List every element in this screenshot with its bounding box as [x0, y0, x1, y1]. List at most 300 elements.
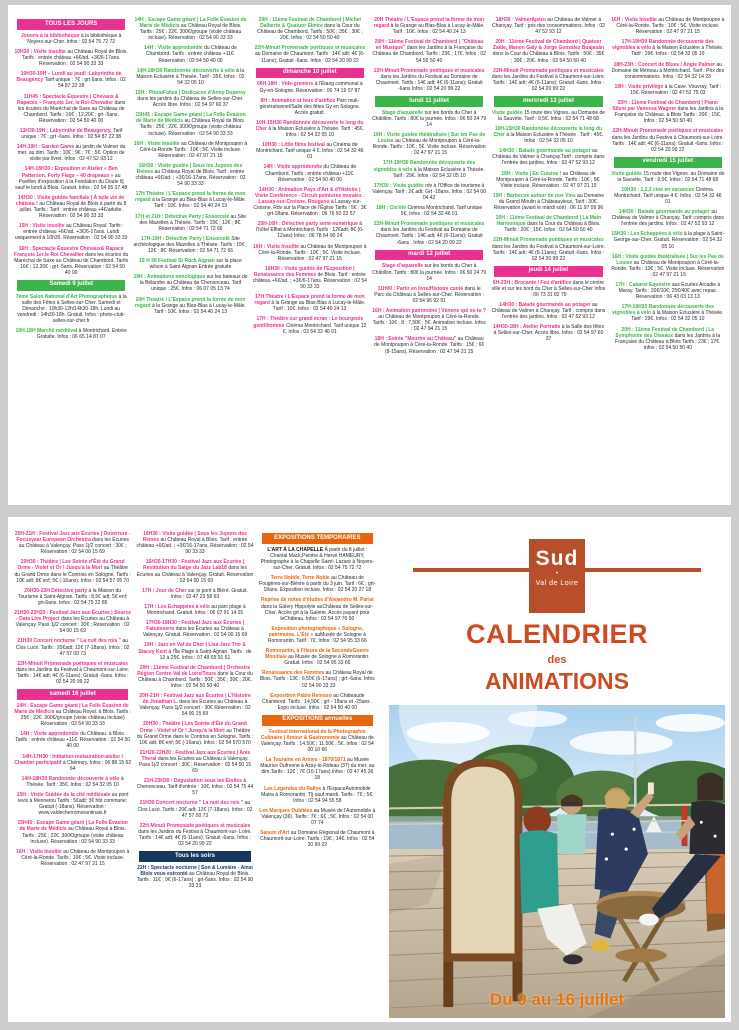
event-title: 20H : 11ème Festival de Chambord | Piano Silent par Vanessa Wagner [612, 100, 718, 113]
event-details: au Château de Montpoupon à Céré-la-Ronde. Tarifs : 10€ ; 5€. Visite incluse. Réservation : 02 47 97 21 15 [372, 138, 486, 157]
event-entry [253, 81, 367, 93]
event-title: 17H Théatre / L'Espace prend la forme de mon regard [254, 294, 365, 307]
event-title: 14H : Visite approdondie [263, 164, 324, 171]
event-details: à l'Île Plage à Saint-Agnan. Tarifs : de 12 à 25€. Infos : 07 49 65 91 51 [159, 648, 252, 661]
event-title: 14H : Escape Game géant | La Folle Évasion de Marie de Médicis [134, 17, 247, 30]
event-column [491, 17, 605, 346]
day-header: Samedi 9 juillet [17, 280, 125, 291]
event-details: dans la Cour du Château à Chambord. Tarifs : 50€ ; 35€ ; 30€ ; 20€. Infos : 02 54 50 50 40 [138, 670, 253, 689]
event-title: 22H-Minuit Promenade poétiques et musicales [17, 660, 128, 667]
event-entry [14, 49, 128, 67]
event-title: 19H : Barbecue autour de nos Vins [492, 192, 578, 199]
event-details: au parc plage à Montrichand. Gratuit. Infos : 06 07 91 14 15 [146, 603, 246, 617]
day-header: mercredi 13 juillet [494, 96, 602, 107]
event-entry [611, 209, 725, 227]
event-title: 17H-19H30 Randonnée découverte des vignobles à vélo [373, 160, 476, 173]
event-entry [253, 45, 367, 63]
event-details: au Château de Valençay. Tarifs : 14.50€ ; 11.50€ ; 5€. Infos : 02 54 00 10 66 [260, 734, 374, 754]
event-title: 16H : Visite guidée théâtralisée | Sur les Pas de Louise [373, 132, 486, 145]
event-title: 20H : 11ème Festival de Chambord | Quatuor Zaïde, Manon Galy & Jorge González Buajasán [492, 39, 605, 52]
event-details: dans les Jardins du Festival à Chaumont-sur-Loire. Tarifs : 14€ adt; 4€ (6-11ans); Gratuit -6ans. Infos : 02 54 20 99 22 [491, 243, 606, 262]
poster-header [387, 517, 727, 705]
event-entry [372, 68, 486, 92]
event-title: 14H30 : Animation Pays d'Art & d'Histoire | Visite Conférence - Circuit peintures murales : Lassay-sur-Croisne, Rougeou [254, 186, 365, 205]
event-title: 17H30 : Visite guidée [373, 182, 426, 189]
event-details: dans les Écuries au Château à Valençay. Pass 1j/2 concert : 30€ ; Réservation : 02 54 00 15 69 [138, 755, 252, 775]
event-title: 16H30 : Visite guidée de l'Exposition | Renaissance des Femmes [253, 265, 355, 278]
event-title: 22H-Minuit Promenade poétiques et musicales [493, 237, 604, 244]
event-title: 19H : Visite privilège [614, 83, 665, 90]
event-details: du Château de Chambord. Tarifs : entrée château +11€. Réservation : 02 54 50 40 00 [265, 164, 357, 183]
event-details: à la Grange au Blas-Blas à Lucay-le-Mâle. Tarif : 10€. Infos : 02 54 40 24 13 [390, 23, 485, 36]
event-entry [253, 316, 367, 334]
event-entry [253, 98, 367, 116]
event-details: au Château Royal de Blois. Tarifs : 25€ ; 22€. 300€/groupe (visite château incluse). Réservation : 02 54 90 33 33 [139, 23, 242, 42]
event-entry [491, 237, 605, 261]
event-title: 22H-Minuit Promenade poétiques et musicales [254, 45, 366, 52]
event-column [136, 531, 253, 893]
event-title: Reprise de notes d'études d'Alejandro M. Parisi [260, 597, 374, 604]
event-title: 20H : 11ème Festival de Chambord | "Château en Musique" [374, 39, 484, 52]
event-entry [491, 302, 605, 320]
event-entry [14, 71, 128, 89]
event-entry [611, 254, 725, 278]
event-title: 10H-18H Marché médiéval [15, 328, 79, 335]
event-details: à la Salle des fêtes à Selles-sur-Cher. Accès libre. Infos : 02 54 97 60 37 [493, 324, 604, 343]
event-details: dans les Jardins à la Française du Château de Chambord. Tarifs : 23€ ; 17€. Infos : 02 54 50 50 40 [372, 45, 486, 64]
event-entry [611, 187, 725, 205]
event-entry [372, 39, 486, 63]
event-entry [136, 865, 253, 889]
event-entry [14, 144, 128, 162]
event-entry [259, 808, 376, 826]
event-title: 20H Théatre / L'Espace prend la forme de mon regard [135, 296, 246, 309]
event-details: dans les Jardins du Festival à Chaumont-sur-Loire. Tarifs : 14€ adt; 4€ (6-11ans); Gratuit -6ans. Infos : 02 54 20 99 22 [16, 666, 130, 685]
event-entry [611, 84, 725, 96]
event-title: 21H20-22H20 : Festival Jazz aux Écuries | Anis Therai [139, 749, 251, 762]
event-details: au jardin de Valmer du mer. au dim. Tarifs : 10€ ; 9€ ; 7€ ; 5€. Option de visite par livret. Infos : 02 47 52 93 12 [17, 144, 126, 163]
event-details: au Domaine du Grand Moulin à Châteauvieux. Tarif : 30€. Réservation (avant le mardi soir) : 06 11 97 09 96 [493, 192, 605, 212]
poster-photo [389, 705, 725, 1018]
event-entry [259, 547, 376, 571]
event-details: dans les Écuries au Château à Valençay. Gratuit. Réservation : 02 54 00 15 69 [142, 626, 248, 639]
event-details: au Château de Montpoupon à Céré-la-Ronde. Tarifs : 10€ ; 5€. Visite incluse. Réservation : 02 47 97 21 15 [496, 170, 601, 189]
event-details: à la Maison Eclusière à Thésée. Tarif : 29€. Infos : 02 54 32 05 10 [631, 310, 724, 323]
event-title: 17H : Les Echappées à vélo [144, 603, 212, 610]
event-title: 16H30 : Visite guidée | Sous les Jupons des Reines [142, 531, 247, 544]
event-title: 18H : Cin'été [376, 205, 408, 212]
event-title: 14H-17H30 : Initiation-restauration-atelier / Chantier participatif [14, 753, 123, 766]
event-title: 22H-Minuit Promenade poétiques et musicales [373, 67, 485, 74]
event-title: 16H : Animation patrimoine | Vènerie qui es-tu ? [372, 307, 487, 314]
event-details: au Château de Valmer à Chançay. Tarif : prix des consommations. Infos : 02 47 52 93 12 [492, 17, 605, 36]
event-entry [14, 610, 131, 634]
event-details: 15 route des Vignes. au Domaine de la Sauvète. Tarif : 9,5€. Infos : 02 54 71 48 68 [498, 109, 606, 122]
event-title: 16H : Visite Insolite [16, 848, 64, 855]
event-title: 15H : Visite insolite [18, 223, 67, 230]
event-details: au Château de Montpoupon à Céré-la-Ronde. Tarifs : 15€ ; 6€ (8-15ans). Réservation : 02 47 94 21 15 [374, 336, 485, 355]
event-details: au Château Royal de Blois. Tarifs : 11€ ; 9€ (6-17ans) ; grt-6ans. Infos : 02 54 90 33 33 [136, 871, 254, 890]
event-entry [133, 90, 247, 108]
event-entry [372, 205, 486, 217]
event-title: 7ème Salon National d'Art Photographique [15, 293, 119, 300]
event-details: dans les Jardins du Festival au Domaine de Chaumont. Tarifs : 14€ adt; 4€ (6-11ans); Gratuit -6ans Infos : 02 54 20 99 22 [375, 73, 483, 92]
event-details: dans les écuries du Maréchal de Saxe au Château de Chambord. Tarifs : 16€ ; 12,20€ ; grt -5ans. Réservation : 02 54 50 40 00 [14, 251, 129, 276]
event-details: à la salle des Fêtes à Selles-sur-Cher. Samedi et Dimanche : 10h30-12h/14h30-18h. Lundi au vendredi : 14h30-18h. Gratuit. Infos : photo-club-selles-sur-cher.fr [17, 293, 127, 325]
event-details: à Chenonceau. Tarif d'entrée : 10€. Infos : 02 54 75 44 57 [136, 778, 254, 797]
event-entry [491, 110, 605, 122]
event-details: Cinéma Montrichard. Tarif unique 12 €. Infos : 02 54 32 46 01 [282, 322, 367, 335]
event-title: 17H-19H : Détective Party | Ensorcelé [141, 235, 232, 242]
event-details: au Château de Montpoupon à Céré-la-Ronde. Tarifs : 10€ ; 5€. Visite incluse. Réservation : 02 47 97 21 15 [616, 17, 725, 36]
event-details: de Blois. Tarif : entrée château +6€/ad. ; +3€/6-17ans. Réservation : 02 54 90 33 33 [252, 271, 367, 291]
event-entry [136, 604, 253, 616]
event-entry [611, 282, 725, 300]
event-details: du Château de Chambord. Tarifs : entrée château +11€. Réservation : 02 54 50 40 00 [145, 45, 237, 64]
event-entry [372, 110, 486, 128]
event-entry [259, 757, 376, 781]
event-details: à Thésée. Tarif : 35€. Infos : 02 54 32 05 10 [26, 775, 124, 788]
event-details: dans les Jardins du Festival à Chaumont-sur-Loire. Tarifs : 14€ adt; 4€ (6-11ans); Gratuit -6ans. Infos : 02 54 20 99 22 [491, 73, 606, 92]
event-entry [259, 693, 376, 711]
event-title: 17H-19H30 Randonnée découverte des vignobles à vélo [612, 39, 714, 52]
event-details: sur le pont à Bléré. Gratuit. Infos : 02 47 23 58 63 [170, 587, 248, 600]
event-entry [253, 294, 367, 312]
event-entry [14, 223, 128, 241]
event-entry [253, 120, 367, 138]
event-title: 20H Théatre / L'Espace prend la forme de mon regard [373, 17, 485, 30]
event-entry [491, 215, 605, 233]
event-details: sur les bateaux de la Bélandre au Château de Chenonceau. Tarif unique : 25€. Infos : 06 07 05 13 74 [139, 274, 248, 293]
event-details: à la Maison Eclusière à Thésée. Tarif : 29€. Infos : 02 54 32 05 10 [631, 45, 724, 58]
event-details: au Château Royal. Tarifs : entrée château +6€/ad. +3€/6-17ans. Lundi uniquement à 10h30. Réservation : 02 54 90 33 33 [14, 223, 128, 242]
event-details: au Château Royal de Blois. Tarifs : 13€ ; 6,50€ (6-17ans) ; grt -6ans. Infos : 02 54 90 33 33 [259, 670, 375, 689]
event-details: au Château de Valmer à Chançay. Tarif : compris dans l'entrée des jardins. Infos : 02 47 52 93 12 [491, 301, 606, 321]
event-details: aux Ecuries Arcadie à Maray. Tarifs : 20€/10€; 25€/40€ avec repas. Réservation : 06 43 03 13 13 [618, 281, 721, 301]
event-column [133, 17, 247, 319]
event-title: 14H-19H : Garden Game [16, 144, 76, 151]
event-details: au Château de Fougères-sur-Bièvre à partir du 3 juin. Tarif : 6€ ; grt-18ans. Exposition incluse. Infos : 02 54 20 27 18 [259, 575, 376, 594]
page-2-columns [14, 531, 376, 893]
event-details: à Chémery. Infos : 06 88 15 62 64 [62, 759, 132, 772]
event-entry [372, 336, 486, 354]
event-entry [491, 171, 605, 189]
event-details: au Clos Lucé. Tarifs : 20€ adt; 12€ (7-18ans). Infos : 02 47 57 00 73 [137, 800, 253, 819]
event-title: 15H : PhotoFolies | Dédicaces d'Anny Duperey [135, 89, 246, 96]
event-title: 16H : Spectacle Équestre Chevaux& Rapace François 1er,le Roi Chevallier [14, 245, 124, 258]
event-entry [14, 820, 131, 844]
event-details: dans la Cour du Château de Chambord. Tarifs : 50€ ; 35€ ; 30€ ; 20€. Infos : 02 54 50 50 40 [257, 23, 363, 42]
event-entry [611, 304, 725, 322]
page-2 [8, 517, 731, 1022]
event-title: 21H-23H30 : Dégustation sous les Étoiles [143, 778, 244, 785]
event-entry [491, 17, 605, 35]
event-entry [136, 750, 253, 774]
event-details: à la Cave. Vouvray. Tarif : 15€. Réservation : 02 47 52 75 03 [630, 83, 722, 96]
event-title: 16H30-17H30 : Festival Jazz aux Écuries | Restitution du Satge du Jazz Lab18 [143, 559, 245, 572]
event-entry [133, 141, 247, 159]
event-details: au Château de Montpoupon à Céré-la-Ronde. Tarifs : 10€ ; 5€. Visite incluse. Réservation : 02 47 97 21 15 [21, 848, 130, 867]
event-entry [136, 559, 253, 583]
event-title: Jouons à la bibliothèque [20, 32, 81, 39]
event-details: au Musée de Sologne à Romorantin. Gratuit. Infos : 02 54 95 33 66 [284, 654, 370, 667]
event-entry [253, 266, 367, 290]
day-header: mardi 12 juillet [375, 250, 483, 261]
event-entry [14, 754, 131, 772]
event-entry [14, 166, 128, 190]
event-title: 10H-15H30 Randonnée découverte le long du Cher [493, 126, 603, 139]
event-entry [14, 246, 128, 276]
event-title: 15H30 : Les Echappées à vélo [611, 231, 684, 238]
event-entry [14, 792, 131, 816]
event-entry [491, 39, 605, 63]
event-entry [372, 160, 486, 178]
event-details: dans les Jardins du Festiva à Chaumont-sur- Loire. Tarifs : 14€ adt; 4€ (6-11ans); Gratuit -6ans. Infos : 02 54 20 99 22 [138, 828, 252, 848]
event-entry [611, 100, 725, 124]
event-entry [372, 308, 486, 332]
event-entry [14, 294, 128, 324]
event-details: Tarif unique : 7€ ; grt -6ans. Infos : 02 54 87 22 38 [21, 128, 123, 141]
event-details: au Château Royal à Blois. Tarifs : 25€ ; 22€. 300€/groupe (visite château incluse). Réservation : 02 54 90 33 33 [21, 826, 126, 845]
event-entry [611, 171, 725, 183]
event-title: 16H : Visite | En Cuisine ! [501, 170, 563, 177]
day-header: jeudi 14 juillet [494, 266, 602, 277]
event-title: 16H30 : Visite guidée | Sous les Jupons des Reines [136, 162, 243, 175]
event-details: dans le centre ville et sur les bord du Cher à Selles-sur-Cher Infos : 06 73 31 82 79 [491, 279, 606, 298]
event-details: au Château de Montpoupon à Céré-la-Ronde. Tarifs : 10€ ; 5€. Visite incluse. Réservation : 02 47 97 21 15 [258, 243, 367, 262]
event-details: dans les écuries du Maréchal de Saxe au Château de Chambord. Tarifs : 16€ ; 12,20€ ; grt -5ans. Réservation : 02 54 50 40 00 [17, 99, 126, 124]
event-entry [259, 729, 376, 753]
event-details: rdv à l'Office de tourisme à Valençay. Tarif : 2€ adt; Grt -18ans. Infos : 02 54 00 04 42 [372, 182, 486, 201]
event-details: à la Maison Eclusière à Thésée. Tarif : 45€. Infos : 02 54 32 05 10 [268, 126, 365, 139]
day-header: samedi 16 juillet [17, 689, 128, 700]
event-title: 20H : 11ème Festival de Chambord | La Symphonie des Oiseaux [615, 326, 715, 339]
event-title: 14H-18H30 : Exposition et Atelier « Ben Patterson, Forty Flags – 40 drapeaux » [21, 166, 118, 179]
event-entry [136, 642, 253, 660]
day-header: EXPOSITIONS annuelles [262, 715, 373, 726]
event-title: Stage d'aquarelle [381, 263, 425, 270]
event-details: à la Maison Eclusière à Thésée. Tarif : 35€. Infos : 02 54 32 05 10 [136, 67, 245, 86]
poster-title-des: des [547, 654, 567, 666]
page-1 [8, 5, 731, 505]
event-entry [253, 17, 367, 41]
event-title: 20H : 11ème Festival de Chambord | Orchestre Région Centre-Val de Loire/Tours [137, 664, 251, 677]
event-entry [14, 731, 131, 749]
event-entry [372, 286, 486, 304]
event-details: à la Grange au Blas-Blas à Lucay-le-Mâle. Tarif : 10€. Infos : 02 54 40 24 13 [271, 300, 366, 313]
event-entry [14, 588, 131, 606]
event-title: 10H30-19H – Lundi au jeudi :Labyrinthe de Beaugency [16, 71, 122, 84]
event-entry [14, 776, 131, 788]
event-entry [611, 17, 725, 35]
event-details: au Théâtre du Grand Orme dans le Controis en Sologne. Tarifs : 10€ adt; 8€ enf; 5€ (-16ans). Infos : 02 54 570 570 [136, 727, 254, 746]
event-details: À partir du 8 juillet : Chantal Mack,Peintre & Hervé HAMEURY, Photographe à la Chapelle Saint- Lazare à Noyers-sur-Cher. Gratuit. Infos : 02 54 75 72 72 [260, 546, 375, 572]
event-title: 17H : Théâtre sur grand écran : Le bourgeois gentilhomme [253, 316, 364, 329]
event-entry [14, 328, 128, 340]
event-details: à la Maison du Tourisme à Saint-Aignan. Tarifs : 8,5€ adt; 5€ enf; grt-6ans. Infos : 02 54 75 22 85 [17, 587, 128, 606]
event-entry [14, 531, 131, 555]
event-title: 10H30 : Little films festival [262, 142, 327, 149]
event-entry [372, 17, 486, 35]
event-title: 22H-Minuit Promenade poétiques et musicales [493, 67, 604, 74]
event-title: 15H : Visite Guidée de la cité médiévale [16, 791, 112, 798]
event-title: 14H30 : Balade gourmande au potager [499, 301, 592, 308]
day-header: vendredi 15 juillet [614, 157, 722, 168]
event-entry [133, 274, 247, 292]
event-entry [133, 214, 247, 232]
poster-photo-illustration [389, 705, 725, 1018]
event-details: sur les bords du Cher à Châtillon. Tarifs : 80€ la journée. Infos : 06 50 24 79 14 [372, 109, 487, 129]
event-details: au Château de Montpoupon à Céré-la-Ronde Tarifs : 10€ ; 5€. Visite incluse. Réservation : 02 47 97 21 15 [139, 140, 248, 159]
event-entry [136, 823, 253, 847]
event-title: Exposition Pablo Reinoso [270, 692, 334, 699]
day-header: EXPOSITIONS TEMPORAIRES [262, 533, 373, 544]
day-header: TOUS LES JOURS [17, 19, 125, 30]
event-title: Romorantin, à l'Heure de la SecondeGuerre Mondiale [265, 648, 369, 661]
event-details: sur les bords du Cher à Châtillon. Tarifs : 80€ la journée. Infos : 06 50 24 79 14 [372, 263, 487, 282]
event-entry [133, 258, 247, 270]
event-title: 21H30 Concert nocturne " La nuit des rois " [139, 800, 245, 807]
event-details: dans la Cour du Château à Blois. Tarifs : 20€ ; 15€. Infos : 02 54 50 50 40 [504, 221, 601, 234]
event-details: dans la Cour du Château à Blois. Tarifs : 50€ ; 35€ ; 30€ ; 20€. Infos : 02 54 50 50 40 [492, 51, 605, 64]
event-details: au pont levis à Mennetou Tarifs : 5€adt; 3€ hbt commune; Gratuit (-18ans). Réservation : www.valdecherromorantinais.fr [18, 791, 129, 817]
event-entry [136, 620, 253, 638]
event-details: au Site des Mazelles à Thésée. Tarifs : 15€ ; 12€ ; 8€. Réservation : 02 54 71 72 66 [139, 213, 247, 232]
event-details: au Musée de l'Automobile à Valençay (36). Tarifs : 7€ ; 6€ ; 5€. Infos : 02 54 00 07 74 [261, 807, 376, 826]
event-details: au Château de Montpoupon à Céré-la-Ronde. Tarifs : 10€ ; 8 ; 7,50€ ; 5€. Animation incluse. Infos : 02 47 94 21 15 [372, 314, 486, 333]
event-details: à la Maison Eclusière à Thésée . Tarif : 45€. Infos : 02 54 32 05 10 [506, 132, 604, 145]
event-entry [133, 112, 247, 136]
event-details: au Domaine Régional de Chaumont à Chaumont-sur-Loire. Tarifs : 19€ ; 14€. Infos : 02 54 20 99 22 [260, 830, 375, 849]
event-title: 15H45 : Escape Game géant | La Folle Évasion de Marie de Médicis [17, 820, 128, 833]
event-title: 19H : Jazz en Val de Cher | Lisa Jazz Trio & Stacey Kent [138, 642, 246, 655]
event-title: 20H-21H : Festival Jazz aux Écuries | L'Histoire de Jonathan L. [139, 693, 251, 706]
event-column [14, 531, 131, 871]
event-title: 17H : Cabaret Equestre [615, 281, 672, 288]
event-entry [133, 297, 247, 315]
event-title: 17H Théatre / L'Espace prend la forme de mon regard [135, 191, 246, 204]
event-entry [14, 638, 131, 656]
event-details: au Théâtre du Grand Orme dans le Controis en Sologne. Tarifs : 10€ adt; 8€ enf; 5€ (-16ans). Infos : 02 54 57 05 70 [14, 565, 131, 584]
event-title: 22H-Minuit Promenade poétiques et musicales [139, 822, 251, 829]
sud-val-de-loire-logo [529, 539, 585, 613]
event-title: Saison d'Art [260, 830, 291, 837]
event-entry [133, 163, 247, 187]
event-entry [136, 800, 253, 818]
day-header: Tous les soirs [139, 851, 250, 862]
event-title: 16H : Visite guidée théâtralisée | Sur les Pas de Louise [611, 253, 724, 266]
event-entry [14, 661, 131, 685]
event-title: 8H : Animation et feux d'artifice [260, 97, 337, 104]
event-title: 14H30 : Balade gourmande au potager [499, 148, 592, 155]
event-entry [491, 126, 605, 144]
event-title: La Touraine en Armes - 1870/1871 [265, 757, 348, 764]
event-details: au Pavillon d'exposition à la Fondation du Doute tlj sauf le lundi à Blois. Gratuit. Infos : 02 54 55 37 48 [15, 172, 128, 191]
event-title: Exposition photographique « Sologne, patrimoine. L'Été » [268, 625, 364, 638]
event-details: au Château Royal de Blois à partir du 8 juillet. Tarifs : Tarif : entrée château +4€/adulte. Réservation : 02 54 90 33 33 [19, 200, 127, 220]
event-title: 6H-23H : Brocante / Feu d'artifice [492, 279, 573, 286]
event-title: 14H : Escape Game géant | La Folle Évasion de Marie de Médicis [14, 702, 129, 715]
event-column [259, 531, 376, 852]
poster-title-calendrier: CALENDRIER [465, 619, 648, 649]
event-details: dans les Écuries au Château à Valençay. Pass 1j/2 concert : 30€ Réservation : 02 54 00 15 69 [139, 699, 251, 718]
event-details: à l'Étang communal à Gy-en-Sologne. Réservation : 06 74 19 07 87 [259, 81, 363, 94]
event-details: à l'EspaceAutomobile Matra à Romorantin. Tlj sauf mardi. Tarifs : 7€ ; 5€. Infos : 02 54 94 55 58 [261, 785, 374, 804]
event-title: Les Légendes du Rallye [264, 785, 323, 792]
event-title: 14H30 : Balade gourmande au potager [618, 209, 712, 216]
event-entry [136, 693, 253, 717]
event-details: à Lassay-sur-Croisne. Rdv sur la Place de l'Église Tarifs : 5€ ; 3€ ; grt-18ans. Réservation : 06 76 50 23 57 [253, 198, 367, 218]
event-details: à Montrichard. Entrée Gratuite. Infos : 06 65 14 87 07 [36, 328, 127, 341]
day-header: dimanche 10 juillet [256, 68, 364, 79]
event-entry [491, 68, 605, 92]
event-title: 10H30 : 1,2,3 ciné en vacances [621, 186, 696, 193]
event-entry [611, 327, 725, 351]
event-entry [14, 94, 128, 124]
event-details: au Châteaude Chambord. Tarifs : 14,50€ ; grt - 18ans et -25ans . Expo incluse. Infos : 02 54 50 40 00 [262, 692, 373, 711]
event-entry [372, 132, 486, 156]
logo-text: Sud [535, 547, 579, 570]
poster [387, 517, 727, 1020]
event-details: au Château de Valmer à Chançay. Tarif :compris dans l'entrée des jardins. Infos : 02 47 52 93 12 [611, 209, 724, 228]
event-details: sur la place wilson à Saint Aignan Entrée gratuite [149, 258, 242, 271]
event-title: 14H-18H30 Randonnée découverte à vélo [136, 67, 237, 74]
event-entry [133, 45, 247, 63]
event-details: au Domaine de Chaumont. Tarifs : 14€ adt; 4€ (6-11ans); Gratuit -6ans. Infos : 02 54 20 99 22 [254, 51, 365, 64]
event-title: L'ART À LA CHAPELLE [267, 546, 325, 553]
event-details: dans les jardins du Château de Selles-sur-Cher. Accès libre. Infos : 02 54 97 60 37 [137, 96, 244, 109]
event-title: 14H-18H30 Randonnée découverte à vélo [21, 775, 121, 782]
event-title: 14H : Visite approdondie [20, 731, 81, 738]
event-details: dans les Écuries au Château à Valençay. Pass 1j/2 concert : 30€ ; Réservation : 02 54 00 15 69 [18, 537, 129, 556]
event-details: au Clos Lucé. Tarifs : 20€adt; 12€ (7-18ans). Infos : 02 47 57 00 73 [15, 638, 130, 657]
event-entry [136, 665, 253, 689]
event-entry [136, 531, 253, 555]
event-title: 18H-23H : Concert de Blues / Angie Palmer [613, 61, 717, 68]
event-title: 15H-16H : Détective party semi-numérique [257, 221, 360, 228]
event-title: 17H : Jour de Cher [142, 587, 189, 594]
event-entry [259, 575, 376, 593]
event-title: 20H : 11ème Festival de Chambord | La Main Harmonique [495, 215, 602, 228]
event-title: 11H45 : Spectacle Équestre | Chevaux & Rapaces – François 1er, le Roi-Chevalier [16, 93, 119, 106]
event-title: 22H-Minuit Promenade poétiques et musicales [612, 128, 724, 135]
event-entry [611, 62, 725, 80]
event-details: dans la Galery Hippolyte auChâteau de Selles-sur-Cher. Accès grt à la Galerie. Accès payant pour leChâteau. Infos : 02 54 97 76 50 [261, 603, 374, 622]
event-title: 10H30 : Visite insolite [14, 48, 68, 55]
logo-region: Val de Loire [535, 580, 579, 588]
event-entry [259, 670, 376, 688]
event-details: dans les Jardins à la Française du Château. à Blois Tarifs : 20€ ; 15€. Infos : 02 54 50 50 40 [614, 106, 724, 125]
event-title: 14H : Visite approdondie [144, 45, 205, 52]
event-title: 18H : Soirée "Meurtre au Château" [374, 336, 458, 343]
event-title: 20H-21H : Festival Jazz aux Écuries | Ouverture - Focusyear European Orchestra [14, 531, 131, 544]
event-title: Renaissance des Femmes [262, 670, 326, 677]
event-entry [491, 148, 605, 166]
event-entry [253, 244, 367, 262]
event-details: à la bibliothèque à Noyers-sur-Cher. Infos : 02 54 75 72 72 [27, 32, 122, 45]
event-title: 14H30 : Visite guidée familiale | À toile vie de château ! [15, 194, 125, 207]
event-details: au Château de Montpoupon à Céré-la-Ronde. Tarifs : 10€ ; 5€. Visite incluse. Réservation : 02 47 97 21 15 [611, 259, 725, 278]
event-entry [136, 721, 253, 745]
event-entry [136, 588, 253, 600]
event-title: 15H45 : Escape Game géant | La Folle Évasion de Marie de Médicis [135, 112, 246, 125]
event-title: 22H : Spectacle nocturne | Son & Lumière - Ainsi Blois vous estconté [137, 864, 253, 878]
event-details: à la Grange au Blas-Blas à Lucay-le-Mâle. Tarif : 10€. Infos : 02 54 40 24 13 [152, 197, 246, 210]
logo-dot: • [555, 571, 559, 577]
event-entry [259, 830, 376, 848]
event-details: à la Grange au Blas-Blas à Lucay-le-Mâle. Tarif : 10€. Infos : 02 54 40 24 13 [152, 302, 246, 315]
event-entry [14, 703, 131, 727]
